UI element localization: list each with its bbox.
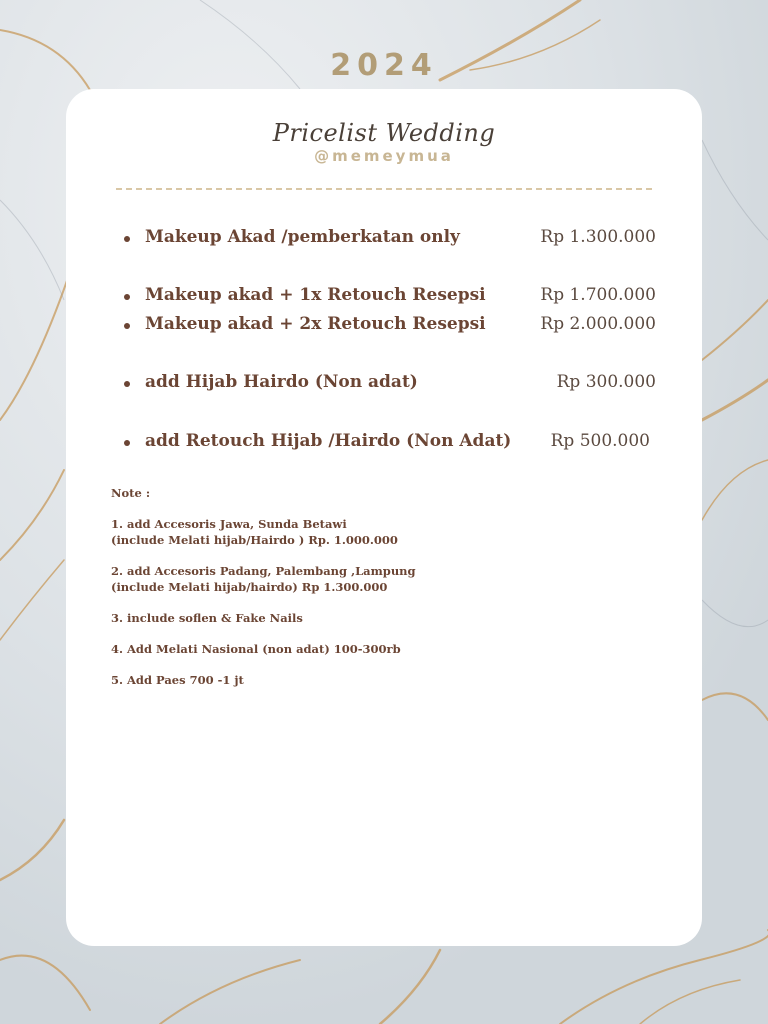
price-item [124,372,656,396]
item-label: Makeup Akad /pemberkatan only [145,227,460,247]
item-price: Rp 300.000 [556,372,656,392]
item-label: add Retouch Hijab /Hairdo (Non Adat) [145,431,512,451]
item-price: Rp 500.000 [550,431,650,451]
item-label: Makeup akad + 1x Retouch Resepsi [145,285,486,305]
bullet-icon [124,294,130,300]
bullet-icon [124,381,130,387]
notes-heading: Note : [111,486,151,500]
note-item: 2. add Accesoris Padang, Palembang ,Lampung [111,564,416,578]
note-item: 5. Add Paes 700 -1 jt [111,673,244,687]
item-label: add Hijab Hairdo (Non adat) [145,372,418,392]
pricelist-title: Pricelist Wedding [272,119,496,147]
instagram-handle: @memeymua [314,147,454,165]
dashed-divider [116,188,652,190]
note-item: 3. include soflen & Fake Nails [111,611,303,625]
item-price: Rp 2.000.000 [540,314,656,334]
pricelist-card [66,89,702,946]
bullet-icon [124,236,130,242]
note-item: (include Melati hijab/Hairdo ) Rp. 1.000.000 [111,533,398,547]
notes-section [111,485,416,688]
price-item [124,431,656,455]
note-item: 4. Add Melati Nasional (non adat) 100-300rb [111,642,401,656]
price-item [124,314,656,338]
price-item [124,285,656,309]
bullet-icon [124,323,130,329]
year-heading: 2024 [330,48,438,83]
item-price: Rp 1.300.000 [540,227,656,247]
price-item [124,227,656,251]
bullet-icon [124,440,130,446]
item-label: Makeup akad + 2x Retouch Resepsi [145,314,486,334]
item-price: Rp 1.700.000 [540,285,656,305]
note-item: 1. add Accesoris Jawa, Sunda Betawi [111,517,347,531]
note-item: (include Melati hijab/hairdo) Rp 1.300.000 [111,580,388,594]
